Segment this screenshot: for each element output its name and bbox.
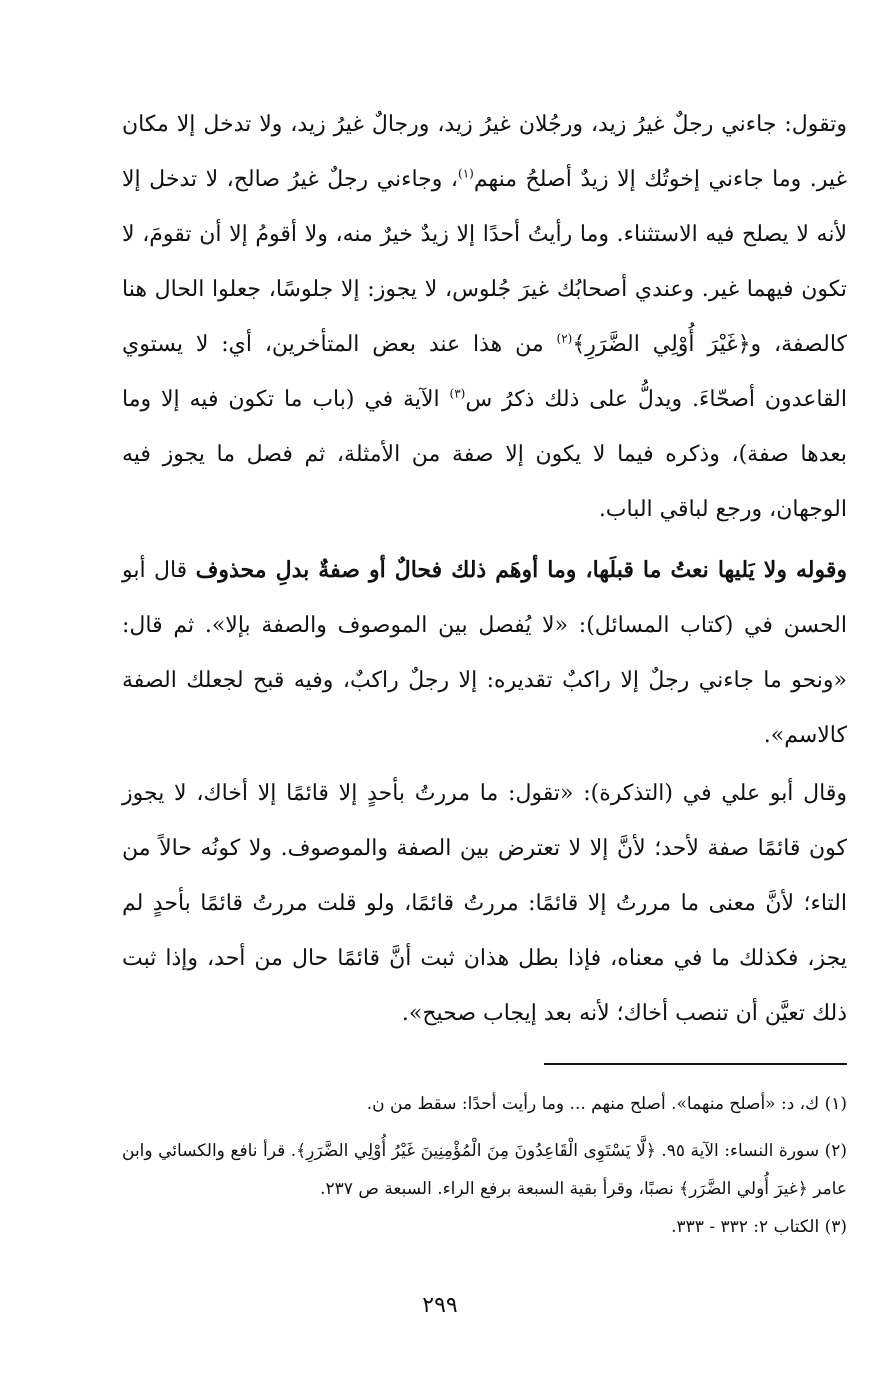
footnote-3: (٣) الكتاب ٢: ٣٣٢ - ٣٣٣. bbox=[671, 1217, 847, 1237]
paragraph-2-text: قال أبو الحسن في (كتاب المسائل): «لا يُفصل بين الموصوف والصفة بإلا». ثم قال: «ونحو ما جاءني رجلٌ إلا راكبٌ تقديره: إلا رجلٌ راكبٌ، وفيه قبح لجعلك الصفة كالاسم». bbox=[122, 558, 847, 748]
footnote-1: (١) ك، د: «أصلح منهما». أصلح منهم ... وما رأيت أحدًا: سقط من ن. bbox=[366, 1094, 847, 1114]
paragraph-1-text-b: ، وجاءني رجلٌ غيرُ صالح، لا تدخل إلا لأنه لا يصلح فيه الاستثناء. وما رأيتُ أحدًا إلا زيدٌ خيرٌ منه، ولا أقومُ إلا أن تقومَ، لا تكون فيهما غير. وعندي أصحابُك غيرَ جُلوس، لا يجوز: إلا جلوسًا، جعلوا الحال هنا كالصفة، و﴿غَيْرَ أُوْلِي الضَّرَرِ﴾ bbox=[122, 167, 847, 357]
page-number: ٢٩٩ bbox=[422, 1293, 458, 1318]
footnote-divider bbox=[544, 1063, 847, 1065]
footnote-ref-1: (١) bbox=[458, 166, 474, 181]
footnote-2: (٢) سورة النساء: الآية ٩٥. ﴿لَّا يَسْتَوِى الْقَاعِدُونَ مِنَ الْمُؤْمِنِينَ غَيْرُ أُوْلِي الضَّرَرِ﴾. قرأ نافع والكسائي وابن عامر ﴿غيرَ أُولي الضَّرَر﴾ نصبًا، وقرأ بقية السبعة برفع الراء. السبعة ص ٢٣٧. bbox=[122, 1141, 847, 1199]
paragraph-1 bbox=[122, 97, 847, 537]
paragraph-2 bbox=[122, 543, 847, 763]
paragraph-1-text-a: وتقول: جاءني رجلٌ غيرُ زيد، ورجُلان غيرُ زيد، ورجالٌ غيرُ زيد، ولا تدخل إلا مكان غير. وما جاءني إخوتُك إلا زيدٌ أصلحُ منهم bbox=[122, 112, 847, 192]
paragraph-3 bbox=[122, 766, 847, 1041]
paragraph-2-bold-lead: وقوله ولا يَليها نعتُ ما قبلَها، وما أوهَم ذلك فحالٌ أو صفةٌ بدلِ محذوف bbox=[195, 557, 847, 583]
footnote-ref-3: (٣) bbox=[449, 386, 466, 401]
paragraph-3-text: وقال أبو علي في (التذكرة): «تقول: ما مررتُ بأحدٍ إلا قائمًا إلا أخاك، لا يجوز كون قائمًا صفة لأحد؛ لأنَّ إلا لا تعترض بين الصفة والموصوف. ولا كونُه حالاً من التاء؛ لأنَّ معنى ما مررتُ إلا قائمًا: مررتُ قائمًا، ولو قلت مررتُ قائمًا بأحدٍ لم يجز، فكذلك ما في معناه، فإذا بطل هذان ثبت أنَّ قائمًا حال من أحد، وإذا ثبت ذلك تعيَّن أن تنصب أخاك؛ لأنه بعد إيجاب صحيح». bbox=[122, 781, 847, 1026]
paragraph-1-text-c: من هذا عند بعض المتأخرين، أي: لا يستوي القاعدون أصحّاءَ. ويدلُّ على ذلك ذكرُ س bbox=[122, 332, 848, 412]
footnote-ref-2: (٢) bbox=[556, 331, 573, 346]
paragraph-1-text-d: الآية في (باب ما تكون فيه إلا وما بعدها صفة)، وذكره فيما لا يكون إلا صفة من الأمثلة، ثم فصل ما يجوز فيه الوجهان، ورجع لباقي الباب. bbox=[122, 387, 847, 522]
